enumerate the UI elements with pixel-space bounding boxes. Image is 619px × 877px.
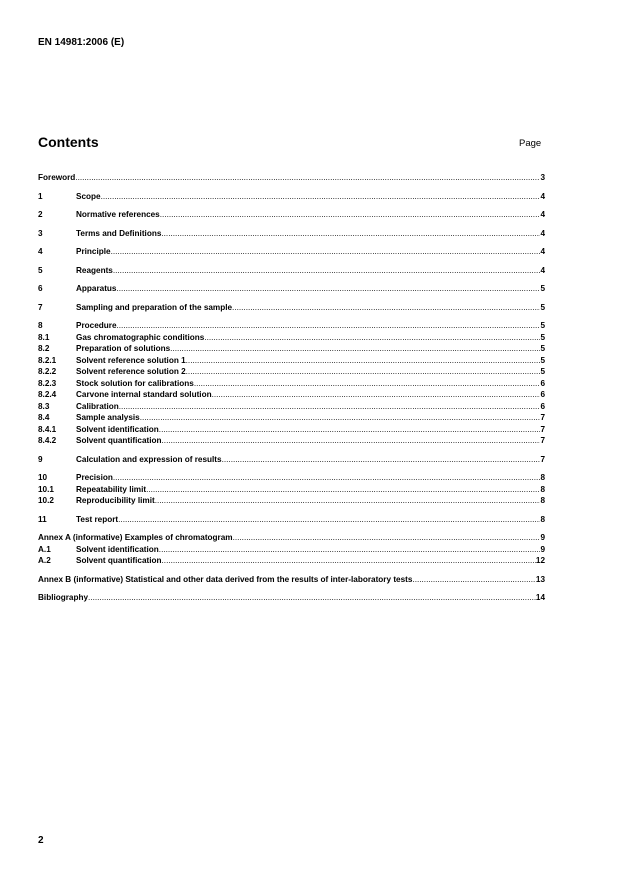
- toc-entry[interactable]: [38, 401, 545, 413]
- toc-leader-dots: [161, 228, 540, 240]
- toc-leader-dots: [119, 401, 541, 413]
- toc-entry-label: Solvent reference solution 1: [76, 355, 186, 365]
- toc-entry-label: Scope: [76, 191, 101, 201]
- toc-entry-page: 12: [535, 556, 545, 565]
- toc-entry[interactable]: [38, 484, 545, 496]
- toc-leader-dots: [160, 209, 541, 221]
- toc-entry[interactable]: [38, 495, 545, 507]
- toc-entry-label: Test report: [76, 514, 119, 524]
- toc-entry-page: 4: [540, 228, 545, 238]
- toc-leader-dots: [186, 355, 541, 367]
- toc-entry-number: 3: [38, 228, 43, 238]
- toc-entry-page: 3: [540, 173, 545, 182]
- toc-entry-number: 10.1: [38, 484, 54, 494]
- toc-entry[interactable]: [38, 283, 545, 295]
- toc-entry-number: 8.4: [38, 413, 50, 422]
- toc-leader-dots: [162, 435, 541, 447]
- toc-entry-page: 14: [535, 593, 545, 602]
- toc-entry-label: Carvone internal standard solution: [76, 390, 212, 399]
- toc-entry-label: Solvent reference solution 2: [76, 367, 186, 376]
- toc-entry[interactable]: [38, 424, 545, 436]
- toc-entry-page: 7: [540, 413, 545, 422]
- toc-entry-number: 8.4.2: [38, 436, 57, 445]
- toc-entry-number: 11: [38, 514, 47, 524]
- toc-leader-dots: [212, 389, 541, 401]
- toc-entry-label: Normative references: [76, 210, 160, 219]
- toc-entry-page: 13: [535, 574, 545, 584]
- toc-entry-number: 7: [38, 302, 43, 312]
- toc-entry-number: A.1: [38, 544, 51, 554]
- toc-entry-number: 6: [38, 284, 43, 293]
- toc-entry[interactable]: [38, 332, 545, 344]
- toc-entry-page: 7: [540, 454, 545, 464]
- toc-entry-number: 8.2: [38, 344, 50, 353]
- toc-entry-page: 4: [540, 210, 545, 219]
- toc-entry[interactable]: [38, 389, 545, 401]
- toc-leader-dots: [140, 412, 541, 424]
- toc-entry-number: A.2: [38, 556, 51, 565]
- toc-leader-dots: [170, 343, 540, 355]
- toc-leader-dots: [233, 532, 541, 544]
- toc-entry-page: 5: [540, 344, 545, 353]
- toc-entry-label: Sampling and preparation of the sample: [76, 302, 233, 312]
- toc-entry-page: 6: [540, 401, 545, 411]
- document-header: EN 14981:2006 (E): [38, 37, 125, 48]
- toc-entry-number: 8.3: [38, 401, 50, 411]
- toc-leader-dots: [88, 592, 536, 604]
- toc-leader-dots: [118, 514, 540, 526]
- toc-leader-dots: [155, 495, 541, 507]
- toc-entry-page: 5: [540, 302, 545, 312]
- toc-entry-label: Annex A (informative) Examples of chromatogram: [38, 533, 233, 542]
- toc-entry-page: 6: [540, 390, 545, 399]
- toc-entry-number: 8.2.4: [38, 390, 57, 399]
- toc-entry-number: 5: [38, 265, 43, 275]
- toc-entry-page: 7: [540, 436, 545, 445]
- toc-leader-dots: [159, 544, 541, 556]
- toc-leader-dots: [194, 378, 541, 390]
- toc-entry-label: Reproducibility limit: [76, 496, 155, 505]
- toc-entry-number: 4: [38, 247, 43, 256]
- toc-entry-label: Principle: [76, 247, 111, 256]
- toc-entry[interactable]: [38, 435, 545, 447]
- toc-leader-dots: [412, 574, 535, 586]
- toc-entry[interactable]: [38, 366, 545, 378]
- toc-entry[interactable]: [38, 355, 545, 367]
- toc-entry-number: 8.2.1: [38, 355, 57, 365]
- toc-entry-page: 4: [540, 265, 545, 275]
- toc-entry-page: 5: [540, 367, 545, 376]
- toc-entry-page: 7: [540, 424, 545, 434]
- toc-entry-page: 6: [540, 378, 545, 388]
- toc-entry-number: 9: [38, 454, 43, 464]
- toc-entry[interactable]: [38, 532, 545, 544]
- toc-entry[interactable]: [38, 544, 545, 556]
- toc-entry-label: Solvent identification: [76, 544, 159, 554]
- toc-entry-label: Solvent quantification: [76, 436, 162, 445]
- toc-entry-label: Apparatus: [76, 284, 117, 293]
- toc-leader-dots: [186, 366, 541, 378]
- toc-entry-label: Precision: [76, 473, 113, 482]
- toc-leader-dots: [113, 472, 541, 484]
- toc-entry-label: Bibliography: [38, 593, 89, 602]
- toc-entry[interactable]: [38, 172, 545, 184]
- toc-entry[interactable]: [38, 472, 545, 484]
- toc-entry-label: Procedure: [76, 321, 117, 330]
- toc-leader-dots: [117, 320, 541, 332]
- toc-entry-page: 8: [540, 473, 545, 482]
- page-title: Contents: [38, 134, 99, 150]
- toc-leader-dots: [232, 302, 540, 314]
- toc-entry[interactable]: [38, 228, 545, 240]
- toc-leader-dots: [75, 172, 540, 184]
- toc-leader-dots: [101, 191, 541, 203]
- toc-entry[interactable]: [38, 454, 545, 466]
- toc-entry-page: 8: [540, 514, 545, 524]
- toc-entry-number: 10.2: [38, 496, 54, 505]
- toc-leader-dots: [113, 265, 541, 277]
- page-column-label: Page: [519, 138, 542, 149]
- toc-entry-label: Preparation of solutions: [76, 344, 171, 353]
- toc-entry-label: Foreword: [38, 173, 76, 182]
- toc-entry-page: 5: [540, 321, 545, 330]
- toc-entry[interactable]: [38, 378, 545, 390]
- toc-entry[interactable]: [38, 592, 545, 604]
- toc-entry-number: 1: [38, 191, 43, 201]
- toc-entry[interactable]: [38, 343, 545, 355]
- toc-entry-page: 5: [540, 332, 545, 342]
- toc-entry-page: 5: [540, 284, 545, 293]
- toc-entry-number: 8.2.3: [38, 378, 57, 388]
- toc-entry-number: 8.4.1: [38, 424, 57, 434]
- toc-entry-label: Calculation and expression of results: [76, 454, 222, 464]
- toc-leader-dots: [117, 283, 541, 295]
- toc-leader-dots: [146, 484, 540, 496]
- toc-entry[interactable]: [38, 412, 545, 424]
- toc-entry-label: Calibration: [76, 401, 119, 411]
- toc-entry-number: 8: [38, 321, 43, 330]
- toc-leader-dots: [111, 246, 541, 258]
- toc-entry-label: Reagents: [76, 265, 113, 275]
- toc-entry-label: Repeatability limit: [76, 484, 147, 494]
- toc-entry-label: Stock solution for calibrations: [76, 378, 194, 388]
- toc-entry-label: Sample analysis: [76, 413, 140, 422]
- toc-entry-page: 9: [540, 533, 545, 542]
- toc-entry[interactable]: [38, 209, 545, 221]
- toc-entry-label: Gas chromatographic conditions: [76, 332, 205, 342]
- toc-entry[interactable]: [38, 574, 545, 586]
- toc-entry-page: 8: [540, 484, 545, 494]
- toc-leader-dots: [222, 454, 541, 466]
- toc-entry-page: 8: [540, 496, 545, 505]
- toc-entry[interactable]: [38, 302, 545, 314]
- toc-entry-page: 9: [540, 544, 545, 554]
- toc-entry-page: 5: [540, 355, 545, 365]
- table-of-contents: [38, 172, 545, 604]
- toc-entry-number: 10: [38, 473, 48, 482]
- toc-entry-label: Solvent quantification: [76, 556, 162, 565]
- page-number: 2: [38, 835, 44, 846]
- toc-leader-dots: [204, 332, 540, 344]
- toc-entry-label: Annex B (informative) Statistical and other data derived from the results of inter-laboratory tests: [38, 574, 413, 584]
- toc-entry-page: 4: [540, 191, 545, 201]
- toc-leader-dots: [162, 555, 536, 567]
- toc-leader-dots: [159, 424, 541, 436]
- toc-entry-number: 2: [38, 210, 43, 219]
- toc-entry[interactable]: [38, 246, 545, 258]
- toc-entry-label: Terms and Definitions: [76, 228, 162, 238]
- toc-entry[interactable]: [38, 265, 545, 277]
- toc-entry-number: 8.1: [38, 332, 50, 342]
- toc-entry[interactable]: [38, 191, 545, 203]
- toc-entry[interactable]: [38, 320, 545, 332]
- toc-entry-label: Solvent identification: [76, 424, 159, 434]
- toc-entry[interactable]: [38, 555, 545, 567]
- toc-entry-page: 4: [540, 247, 545, 256]
- toc-entry-number: 8.2.2: [38, 367, 57, 376]
- toc-entry[interactable]: [38, 514, 545, 526]
